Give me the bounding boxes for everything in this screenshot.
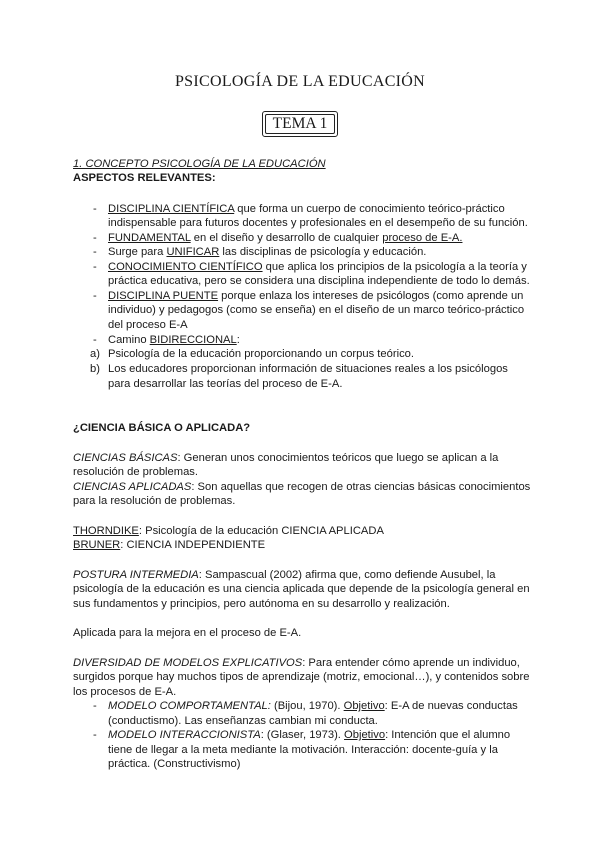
postura-continuation: psicología de la educación es una ciencia aplicada que depende de la psicología general en [73,583,530,595]
bullet-marker: - [93,729,97,741]
diversidad-line: DIVERSIDAD DE MODELOS EXPLICATIVOS: Para entender cómo aprende un individuo, [73,657,520,669]
bullet-marker: - [93,232,97,244]
list-marker-a: a) [90,348,100,360]
list-item-continuation: individuo) y pedagogos (como se enseña) en el diseño de un marco teórico-práctico [108,304,525,316]
tema-box: TEMA 1 [262,111,338,137]
modelo-continuation: (conductismo). Las enseñanzas cambian mi conducta. [108,715,378,727]
list-item: DISCIPLINA PUENTE porque enlaza los intereses de psicólogos (como aprende un [108,290,524,302]
aplicada-line: Aplicada para la mejora en el proceso de E-A. [73,627,302,639]
bullet-marker: - [93,334,97,346]
list-item-continuation: indispensable para futuros docentes y profesionales en el desempeño de su función. [108,217,528,229]
bullet-marker: - [93,203,97,215]
postura-intermedia-line: POSTURA INTERMEDIA: Sampascual (2002) afirma que, como defiende Ausubel, la [73,569,496,581]
section1-subheading: ASPECTOS RELEVANTES: [73,172,216,184]
section2-heading: ¿CIENCIA BÁSICA O APLICADA? [73,422,251,434]
list-item-continuation: práctica educativa, pero se considera una disciplina independiente de todo lo demás. [108,275,530,287]
thorndike-line: THORNDIKE: Psicología de la educación CIENCIA APLICADA [73,525,384,537]
list-item: Los educadores proporcionan información de situaciones reales a los psicólogos [108,363,508,375]
modelo-comportamental: MODELO COMPORTAMENTAL: (Bijou, 1970). Objetivo: E-A de nuevas conductas [108,700,518,712]
diversidad-continuation: surgidos porque hay muchos tipos de aprendizaje (motriz, emocional…), y contenidos sobre [73,671,530,683]
list-item: Psicología de la educación proporcionando un corpus teórico. [108,348,414,360]
list-item: DISCIPLINA CIENTÍFICA que forma un cuerpo de conocimiento teórico-práctico [108,203,505,215]
ciencias-basicas-line: CIENCIAS BÁSICAS: Generan unos conocimientos teóricos que luego se aplican a la [73,452,499,464]
list-item-continuation: para desarrollar las teorías del proceso de E-A. [108,378,343,390]
modelo-continuation: tiene de llegar a la meta mediante la motivación. Interacción: docente-guía y la [108,744,498,756]
list-item: CONOCIMIENTO CIENTÍFICO que aplica los principios de la psicología a la teoría y [108,261,527,273]
ciencias-basicas-continuation: resolución de problemas. [73,466,198,478]
list-item-continuation: del proceso E-A [108,319,188,331]
list-marker-b: b) [90,363,100,375]
bullet-marker: - [93,246,97,258]
ciencias-aplicadas-line: CIENCIAS APLICADAS: Son aquellas que recogen de otras ciencias básicas conocimientos [73,481,531,493]
modelo-continuation: práctica. (Constructivismo) [108,758,241,770]
bullet-marker: - [93,290,97,302]
diversidad-continuation: los procesos de E-A. [73,686,177,698]
list-item: Surge para UNIFICAR las disciplinas de psicología y educación. [108,246,427,258]
postura-continuation: sus fundamentos y principios, pero autónoma en su desarrollo y realización. [73,598,450,610]
document-title: PSICOLOGÍA DE LA EDUCACIÓN [174,73,426,90]
bruner-line: BRUNER: CIENCIA INDEPENDIENTE [73,539,266,551]
list-item: Camino BIDIRECCIONAL: [108,334,240,346]
list-item: FUNDAMENTAL en el diseño y desarrollo de cualquier proceso de E-A. [108,232,463,244]
bullet-marker: - [93,700,97,712]
bullet-marker: - [93,261,97,273]
ciencias-aplicadas-continuation: para la resolución de problemas. [73,495,236,507]
modelo-interaccionista: MODELO INTERACCIONISTA: (Glaser, 1973). Objetivo: Intención que el alumno [108,729,511,741]
section1-heading: 1. CONCEPTO PSICOLOGÍA DE LA EDUCACIÓN [73,158,326,170]
